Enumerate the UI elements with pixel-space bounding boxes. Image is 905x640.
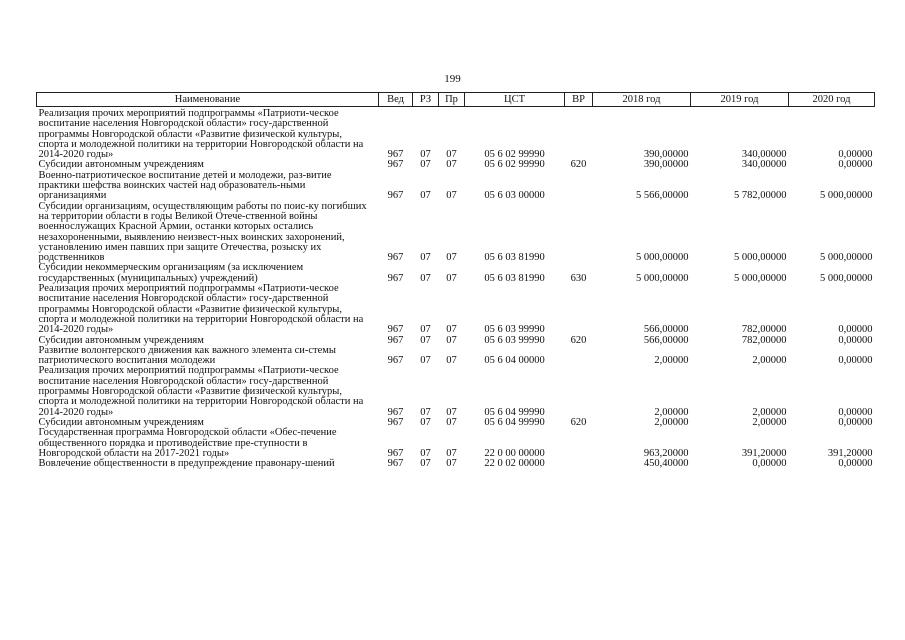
row-ved: 967 <box>387 416 404 428</box>
header-2019: 2019 год <box>691 93 789 107</box>
row-vr: 620 <box>570 334 587 346</box>
row-name: Субсидии автономным учреждениям <box>38 159 204 171</box>
row-pr: 07 <box>446 447 457 459</box>
row-cst: 05 6 03 81990 <box>484 272 545 284</box>
row-2020: 0,00000 <box>838 355 873 367</box>
table-row <box>37 366 875 417</box>
row-cst: 05 6 04 00000 <box>484 355 545 367</box>
row-vr <box>565 459 593 469</box>
row-2020: 5 000,00000 <box>820 190 873 202</box>
row-2018: 2,00000 <box>654 416 689 428</box>
row-vr <box>565 284 593 335</box>
row-pr: 07 <box>446 190 457 202</box>
row-name: Реализация прочих мероприятий подпрограммы «Патриоти-ческое воспитание населения Новгородской области» госу-дарственной программы Новгородской области «Развитие физической культуры, спорта и молодежной политики на территории Новгородской области на 2014-2020 годы» <box>38 365 364 418</box>
row-ved: 967 <box>387 447 404 459</box>
row-2018: 566,00000 <box>643 324 689 336</box>
row-name: Реализация прочих мероприятий подпрограммы «Патриоти-ческое воспитание населения Новгородской области» госу-дарственной программы Новгородской области «Развитие физической культуры, спорта и молодежной политики на территории Новгородской области на 2014-2020 годы» <box>38 108 364 161</box>
row-rz: 07 <box>420 355 431 367</box>
row-2018: 450,40000 <box>643 458 689 470</box>
row-2018: 2,00000 <box>654 406 689 418</box>
row-ved: 967 <box>387 324 404 336</box>
row-2020: 0,00000 <box>838 416 873 428</box>
table-row <box>37 428 875 459</box>
header-2020: 2020 год <box>789 93 875 107</box>
row-cst: 05 6 03 00000 <box>484 190 545 202</box>
row-2020: 0,00000 <box>838 406 873 418</box>
row-pr: 07 <box>446 416 457 428</box>
row-2018: 963,20000 <box>643 447 689 459</box>
row-pr: 07 <box>446 272 457 284</box>
row-2018: 390,00000 <box>643 159 689 171</box>
row-pr: 07 <box>446 355 457 367</box>
row-cst: 05 6 03 99990 <box>484 324 545 336</box>
table-row <box>37 263 875 284</box>
row-pr: 07 <box>446 458 457 470</box>
row-2020: 0,00000 <box>838 458 873 470</box>
row-2019: 340,00000 <box>741 159 787 171</box>
budget-table <box>36 92 875 469</box>
row-name: Субсидии организациям, осуществляющим работы по поис-ку погибших на территории области в годы Великой Отече-ственной войны военнослужащих Красной Армии, останки которых остались незахороненными, выявлению неизвест-ных воинских захоронений, установлению имен павших при защите Отечества, розыску их родственников <box>38 200 367 264</box>
row-rz: 07 <box>420 334 431 346</box>
row-vr <box>565 171 593 202</box>
row-2020: 0,00000 <box>838 159 873 171</box>
row-ved: 967 <box>387 159 404 171</box>
row-rz: 07 <box>420 324 431 336</box>
row-vr <box>565 366 593 417</box>
header-ved: Вед <box>379 93 413 107</box>
header-2018: 2018 год <box>593 93 691 107</box>
row-rz: 07 <box>420 252 431 264</box>
row-2020: 391,20000 <box>827 447 873 459</box>
row-ved: 967 <box>387 406 404 418</box>
row-rz: 07 <box>420 447 431 459</box>
row-vr <box>565 428 593 459</box>
row-ved: 967 <box>387 190 404 202</box>
row-pr: 07 <box>446 406 457 418</box>
row-vr <box>565 107 593 161</box>
row-name: Субсидии некоммерческим организациям (за исключением государственных (муниципальных) учреждений) <box>38 262 304 284</box>
row-rz: 07 <box>420 149 431 161</box>
row-ved: 967 <box>387 334 404 346</box>
row-pr: 07 <box>446 252 457 264</box>
table-row <box>37 284 875 335</box>
row-2019: 782,00000 <box>741 334 787 346</box>
row-rz: 07 <box>420 272 431 284</box>
row-name: Реализация прочих мероприятий подпрограммы «Патриоти-ческое воспитание населения Новгородской области» госу-дарственной программы Новгородской области «Развитие физической культуры, спорта и молодежной политики на территории Новгородской области на 2014-2020 годы» <box>38 283 364 336</box>
header-rz: РЗ <box>413 93 439 107</box>
row-2018: 566,00000 <box>643 334 689 346</box>
row-2019: 5 782,00000 <box>734 190 787 202</box>
row-cst: 22 0 02 00000 <box>484 458 545 470</box>
table-row <box>37 107 875 161</box>
table-row <box>37 459 875 469</box>
table-row <box>37 346 875 367</box>
row-2020: 0,00000 <box>838 334 873 346</box>
row-2020: 0,00000 <box>838 324 873 336</box>
row-vr <box>565 346 593 367</box>
row-2018: 5 000,00000 <box>636 272 689 284</box>
row-name: Развитие волонтерского движения как важного элемента си-стемы патриотического воспитания молодежи <box>38 344 336 367</box>
row-pr: 07 <box>446 334 457 346</box>
row-2018: 2,00000 <box>654 355 689 367</box>
row-2019: 5 000,00000 <box>734 272 787 284</box>
row-cst: 05 6 03 99990 <box>484 334 545 346</box>
row-ved: 967 <box>387 355 404 367</box>
row-cst: 05 6 02 99990 <box>484 159 545 171</box>
row-vr <box>565 202 593 264</box>
table-row <box>37 202 875 264</box>
row-cst: 05 6 04 99990 <box>484 406 545 418</box>
row-rz: 07 <box>420 458 431 470</box>
header-name: Наименование <box>37 93 379 107</box>
header-row <box>37 93 875 107</box>
row-rz: 07 <box>420 416 431 428</box>
row-2018: 5 566,00000 <box>636 190 689 202</box>
row-cst: 05 6 02 99990 <box>484 149 545 161</box>
row-name: Субсидии автономным учреждениям <box>38 334 204 346</box>
row-2019: 5 000,00000 <box>734 252 787 264</box>
row-2020: 0,00000 <box>838 149 873 161</box>
row-2020: 5 000,00000 <box>820 272 873 284</box>
row-pr: 07 <box>446 159 457 171</box>
row-2019: 2,00000 <box>752 416 787 428</box>
row-pr: 07 <box>446 324 457 336</box>
row-vr: 620 <box>570 416 587 428</box>
row-2019: 340,00000 <box>741 149 787 161</box>
table-header <box>37 93 875 107</box>
row-rz: 07 <box>420 159 431 171</box>
row-name: Вовлечение общественности в предупреждение правонару-шений <box>38 458 335 470</box>
row-name: Государственная программа Новгородской области «Обес-печение общественного порядка и противодействие пре-ступности в Новгородской области на 2017-2021 годы» <box>38 427 337 459</box>
row-rz: 07 <box>420 190 431 202</box>
row-name: Военно-патриотическое воспитание детей и молодежи, раз-витие практики шефства воинских частей над образователь-ными организациями <box>38 169 332 202</box>
row-vr: 620 <box>570 159 587 171</box>
row-2020: 5 000,00000 <box>820 252 873 264</box>
row-pr: 07 <box>446 149 457 161</box>
row-2019: 2,00000 <box>752 406 787 418</box>
row-cst: 05 6 04 99990 <box>484 416 545 428</box>
row-name: Субсидии автономным учреждениям <box>38 416 204 428</box>
row-ved: 967 <box>387 252 404 264</box>
row-rz: 07 <box>420 406 431 418</box>
row-cst: 22 0 00 00000 <box>484 447 545 459</box>
row-2018: 390,00000 <box>643 149 689 161</box>
row-cst: 05 6 03 81990 <box>484 252 545 264</box>
header-cst: ЦСТ <box>465 93 565 107</box>
row-ved: 967 <box>387 272 404 284</box>
row-2019: 391,20000 <box>741 447 787 459</box>
table-row <box>37 171 875 202</box>
header-vr: ВР <box>565 93 593 107</box>
row-2018: 5 000,00000 <box>636 252 689 264</box>
row-ved: 967 <box>387 458 404 470</box>
row-2019: 0,00000 <box>752 458 787 470</box>
row-ved: 967 <box>387 149 404 161</box>
page-number: 199 <box>444 73 461 85</box>
row-2019: 782,00000 <box>741 324 787 336</box>
row-2019: 2,00000 <box>752 355 787 367</box>
header-pr: Пр <box>439 93 465 107</box>
row-vr: 630 <box>570 272 587 284</box>
table-body <box>37 107 875 470</box>
